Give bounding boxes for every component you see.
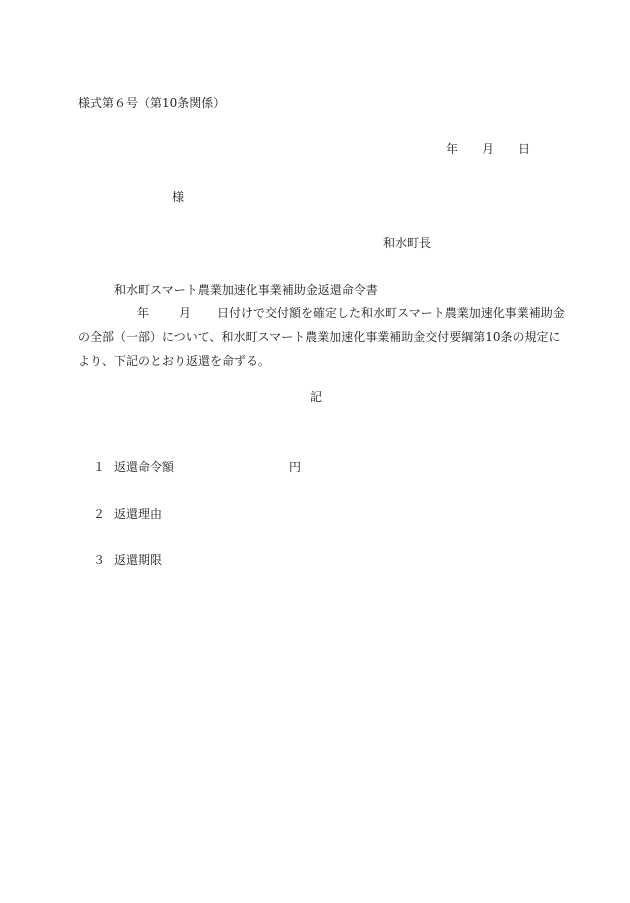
date-line — [446, 142, 530, 156]
date-day-label: 日 — [518, 142, 531, 156]
date-year-label: 年 — [446, 142, 459, 156]
body-line-2: の全部（一部）について、和水町スマート農業加速化事業補助金交付要綱第10条の規定に — [78, 330, 561, 344]
list-item — [93, 460, 174, 474]
body-line-3: より、下記のとおり返還を命ずる。 — [78, 354, 271, 368]
addressee-honorific: 様 — [172, 190, 185, 204]
item-number: ３ — [93, 553, 106, 567]
date-month-label: 月 — [482, 142, 495, 156]
body-month-label: 月 — [179, 306, 192, 320]
body-line-1-text: 日付けで交付額を確定した和水町スマート農業加速化事業補助金 — [217, 306, 565, 320]
item-label: 返還命令額 — [114, 460, 175, 474]
list-item — [93, 507, 162, 521]
ki-heading: 記 — [310, 390, 323, 404]
item-number: ２ — [93, 507, 106, 521]
list-item — [93, 553, 162, 567]
document-title: 和水町スマート農業加速化事業補助金返還命令書 — [114, 283, 378, 297]
item-number: １ — [93, 460, 106, 474]
yen-unit: 円 — [289, 460, 302, 474]
item-label: 返還理由 — [114, 507, 163, 521]
body-year-label: 年 — [137, 306, 150, 320]
form-number: 様式第６号（第10条関係） — [78, 96, 226, 110]
item-label: 返還期限 — [114, 553, 163, 567]
body-line-1 — [137, 306, 565, 320]
issuer: 和水町長 — [383, 236, 432, 250]
